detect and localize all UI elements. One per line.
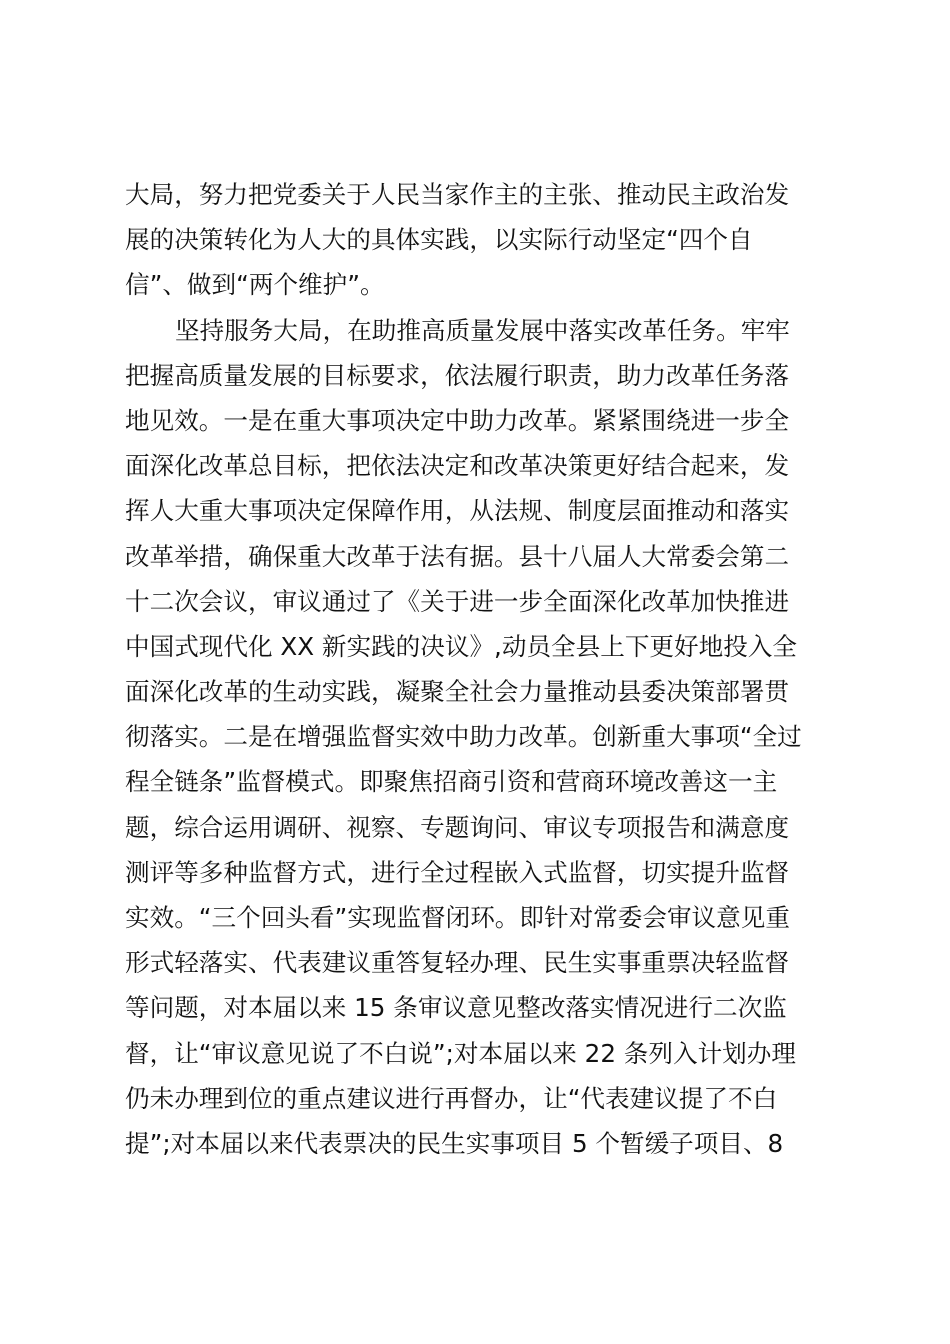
paragraph-2 <box>125 308 845 1167</box>
text-line: 展的决策转化为人大的具体实践，以实际行动坚定“四个自 <box>125 225 753 255</box>
text-line: 测评等多种监督方式，进行全过程嵌入式监督，切实提升监督 <box>125 857 790 887</box>
text-line: 等问题，对本届以来 15 条审议意见整改落实情况进行二次监 <box>125 993 787 1023</box>
text-line: 面深化改革总目标，把依法决定和改革决策更好结合起来，发 <box>125 451 790 481</box>
text-line: 十二次会议，审议通过了《关于进一步全面深化改革加快推进 <box>125 586 790 616</box>
text-line: 信”、做到“两个维护”。 <box>125 270 385 300</box>
text-line: 提”;对本届以来代表票决的民生实事项目 5 个暂缓子项目、8 <box>125 1128 784 1158</box>
text-line: 大局，努力把党委关于人民当家作主的主张、推动民主政治发 <box>125 180 790 209</box>
body-text <box>125 172 845 1166</box>
text-line: 彻落实。二是在增强监督实效中助力改革。创新重大事项“全过 <box>125 722 802 752</box>
text-line: 地见效。一是在重大事项决定中助力改革。紧紧围绕进一步全 <box>125 405 790 435</box>
text-line: 实效。“三个回头看”实现监督闭环。即针对常委会审议意见重 <box>125 903 790 932</box>
text-line: 督，让“审议意见说了不白说”;对本届以来 22 条列入计划办理 <box>125 1038 796 1068</box>
text-line: 面深化改革的生动实践，凝聚全社会力量推动县委决策部署贯 <box>125 677 790 707</box>
text-line: 改革举措，确保重大改革于法有据。县十八届人大常委会第二 <box>125 541 790 571</box>
paragraph-1 <box>125 172 845 308</box>
text-line: 中国式现代化 XX 新实践的决议》,动员全县上下更好地投入全 <box>125 631 797 661</box>
text-line: 坚持服务大局，在助推高质量发展中落实改革任务。牢牢 <box>175 315 790 345</box>
text-line: 形式轻落实、代表建议重答复轻办理、民生实事重票决轻监督 <box>125 948 790 978</box>
text-line: 挥人大重大事项决定保障作用，从法规、制度层面推动和落实 <box>125 496 790 526</box>
text-line: 程全链条”监督模式。即聚焦招商引资和营商环境改善这一主 <box>125 767 778 797</box>
text-line: 仍未办理到位的重点建议进行再督办，让“代表建议提了不白 <box>125 1083 778 1113</box>
text-line: 题，综合运用调研、视察、专题询问、审议专项报告和满意度 <box>125 812 790 842</box>
text-line: 把握高质量发展的目标要求，依法履行职责，助力改革任务落 <box>125 360 790 390</box>
